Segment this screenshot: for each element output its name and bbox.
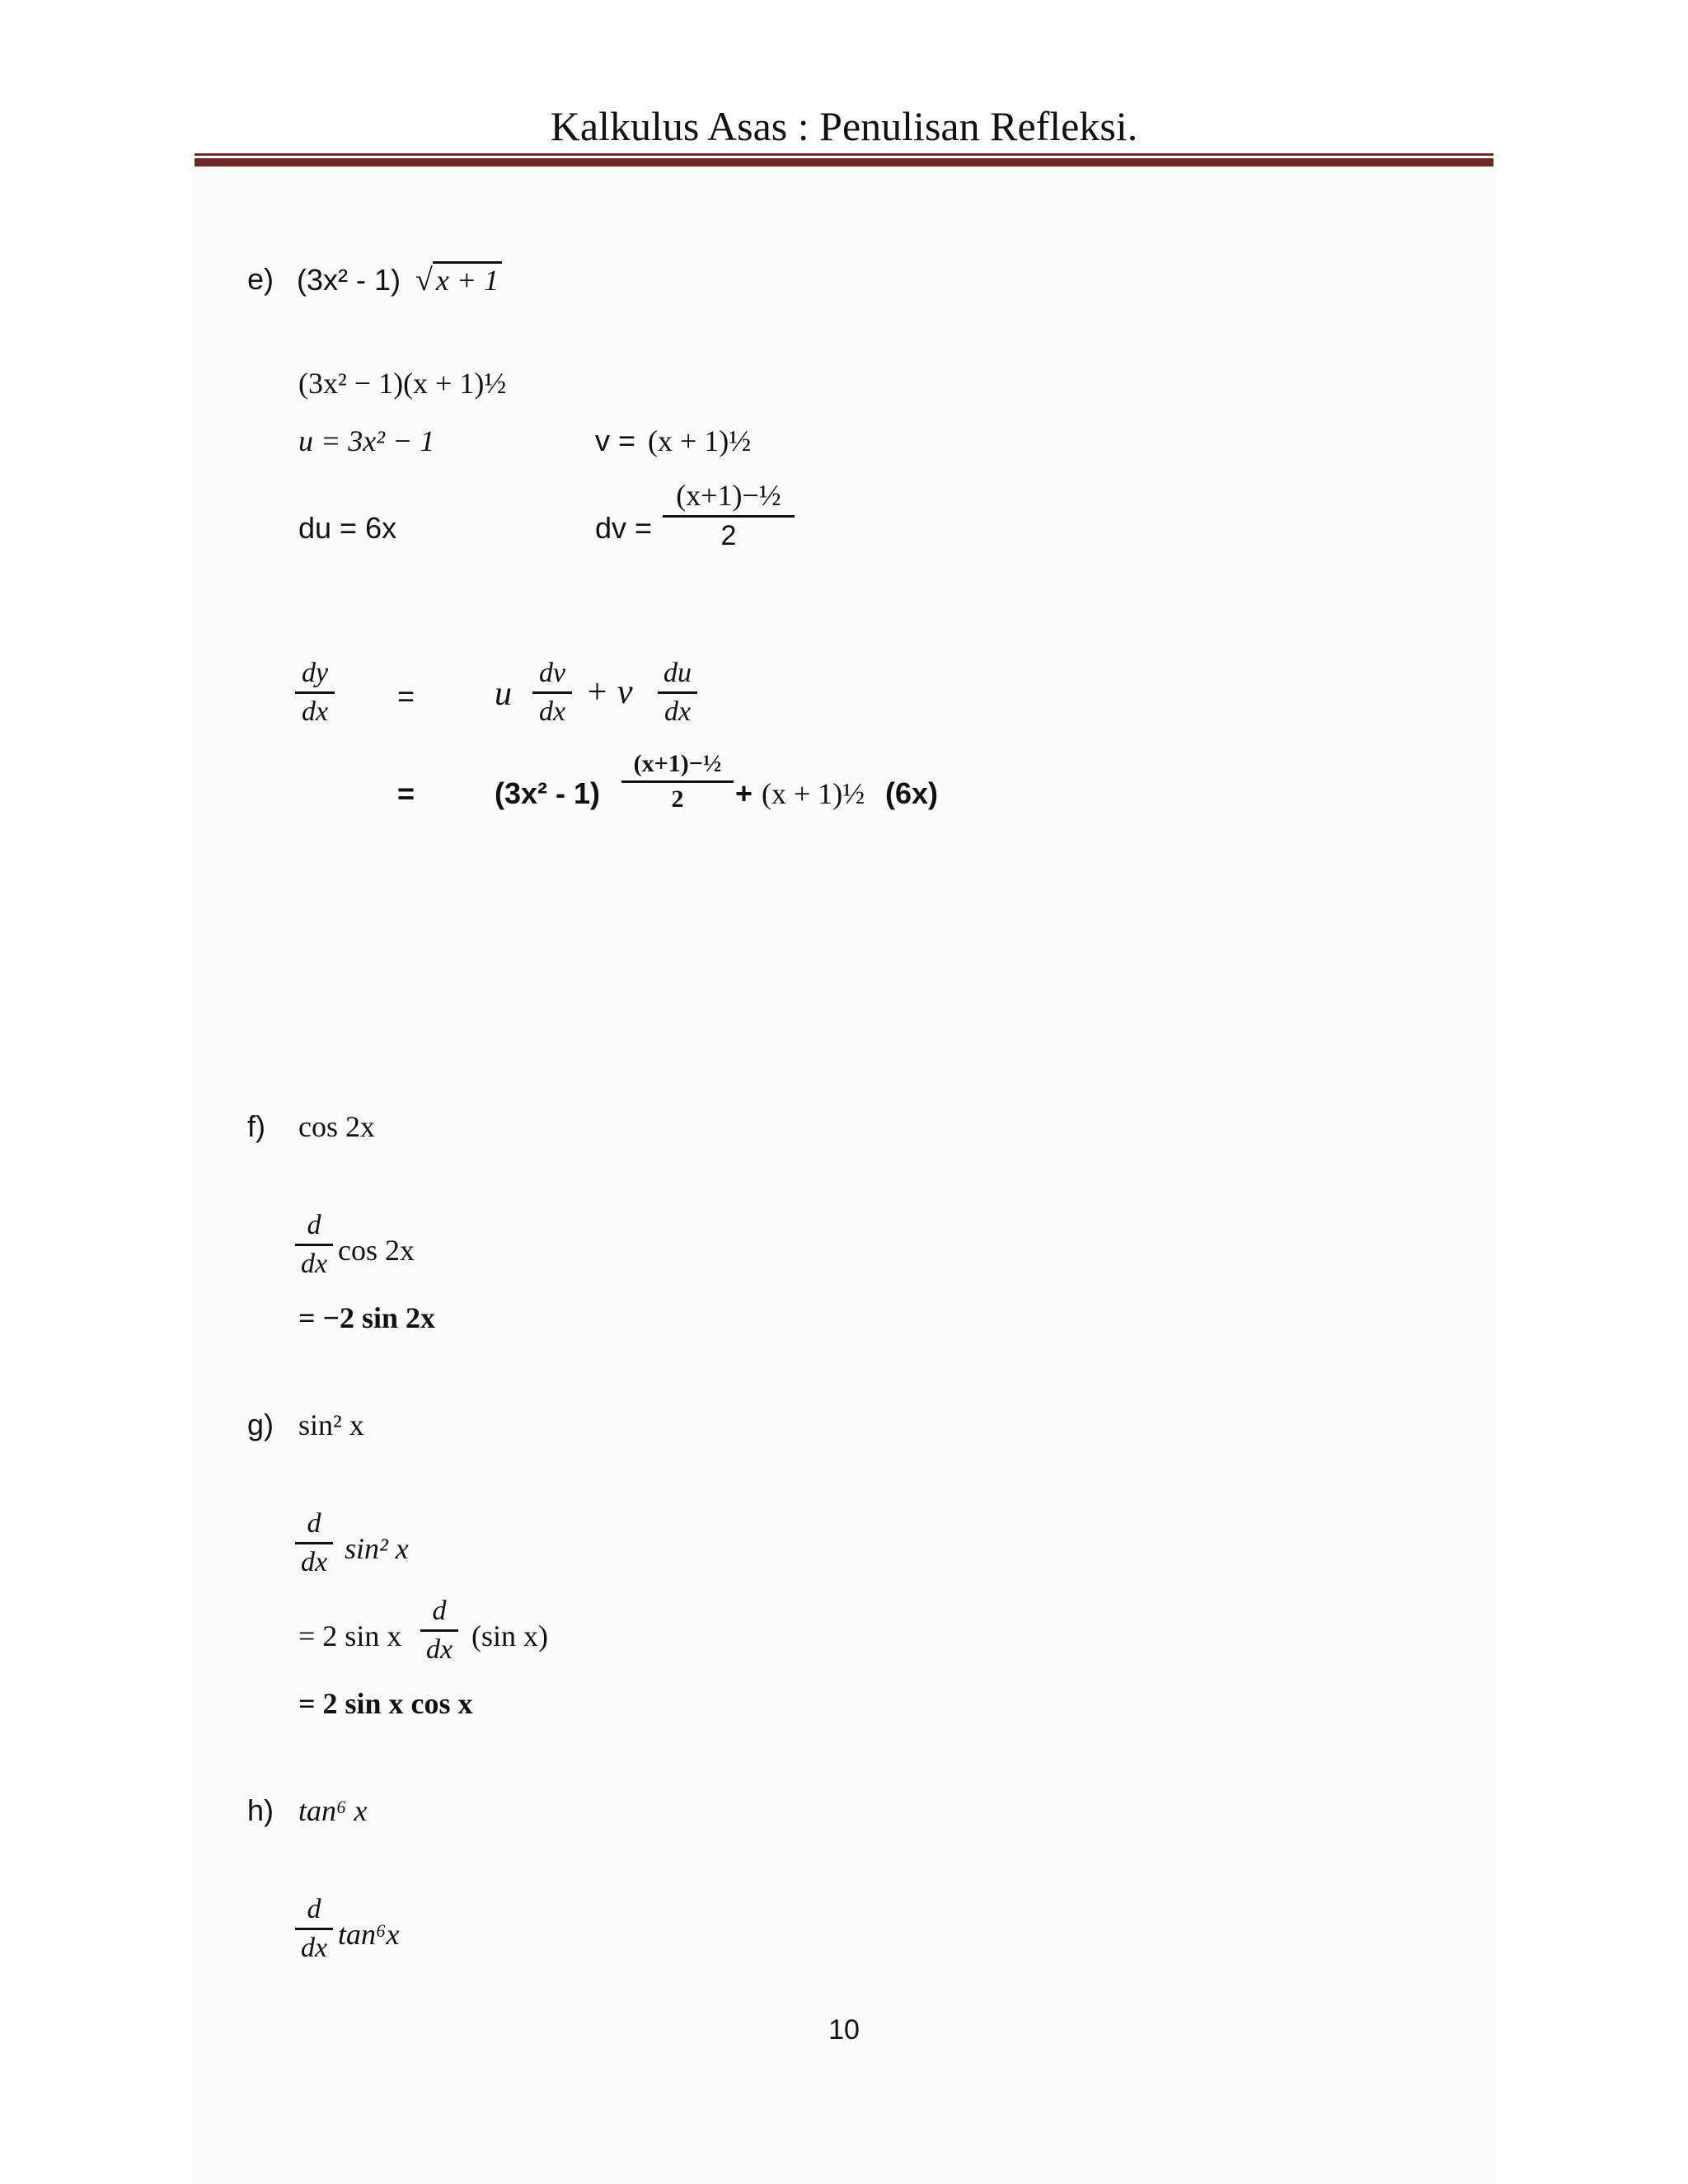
answer-suffix: (6x) (885, 776, 939, 810)
product-rule-dvdx (532, 658, 572, 728)
part-h-derivative-operator (295, 1894, 333, 1964)
part-f-question: cos 2x (298, 1110, 375, 1143)
product-rule-dudx (658, 658, 697, 728)
part-h-expr: tan⁶x (338, 1918, 400, 1951)
part-e-v-expr: (x + 1)½ (648, 424, 752, 457)
rule-dv-bar (532, 691, 572, 694)
part-f-d-bar (295, 1244, 333, 1246)
part-e-question-prefix: (3x² - 1) (297, 263, 401, 297)
part-h-question: tan⁶ x (298, 1794, 368, 1827)
dv-denominator: 2 (720, 520, 737, 551)
part-g-label: g) (247, 1408, 274, 1441)
part-g-step-derivative (420, 1596, 458, 1666)
part-h-d-bar (295, 1928, 333, 1930)
part-g-step-d-num: d (432, 1596, 447, 1626)
answer-fraction (621, 750, 734, 813)
page-number: 10 (828, 2014, 860, 2046)
part-g-step-prefix: = 2 sin x (298, 1619, 402, 1652)
answer-frac-den: 2 (671, 785, 684, 813)
header-rule-thin (195, 153, 1493, 156)
part-e-rewrite: (3x² − 1)(x + 1)½ (298, 367, 507, 400)
answer-plus: + (735, 776, 753, 810)
part-f-derivative-operator (295, 1210, 333, 1280)
rule-du-bar (658, 691, 697, 694)
part-e-equals-2: = (397, 776, 415, 810)
product-rule-plus-v: + v (585, 673, 633, 711)
part-g-derivative-operator (295, 1508, 333, 1578)
part-g-d-bar (295, 1542, 333, 1544)
page-content-area (191, 168, 1497, 2184)
dv-fraction-bar (663, 515, 795, 518)
part-e-question (297, 262, 502, 298)
part-f-d-num: d (307, 1210, 321, 1240)
rule-du-num: du (663, 658, 692, 688)
part-e-radicand: x + 1 (433, 261, 502, 297)
rule-dv-den: dx (538, 696, 566, 727)
sqrt-symbol: √ (415, 263, 433, 298)
part-e-v-label: v = (595, 424, 636, 457)
part-e-label: e) (247, 262, 274, 296)
part-e-dv-label: dv = (595, 511, 653, 545)
part-g-d-den: dx (300, 1547, 328, 1577)
part-e-equals-1: = (397, 679, 415, 713)
product-rule-u: u (495, 675, 512, 713)
part-e-u: u = 3x² − 1 (298, 424, 435, 457)
part-g-step-suffix: (sin x) (471, 1619, 548, 1652)
answer-frac-num: (x+1)−½ (633, 750, 722, 777)
part-g-step-d-den: dx (425, 1634, 453, 1665)
part-g-expr: sin² x (345, 1532, 409, 1565)
rule-du-den: dx (663, 696, 692, 727)
answer-frac-bar (621, 780, 734, 783)
part-h-d-den: dx (300, 1933, 328, 1963)
part-f-d-den: dx (300, 1249, 328, 1279)
dydx-fraction (295, 658, 335, 728)
answer-term: (x + 1)½ (762, 777, 865, 810)
dydx-numerator: dy (301, 658, 329, 688)
header-rule-thick (195, 158, 1493, 166)
part-f-answer: = −2 sin 2x (298, 1301, 436, 1334)
answer-prefix: (3x² - 1) (495, 776, 601, 810)
part-e-dv-fraction (663, 478, 795, 552)
part-f-label: f) (247, 1109, 265, 1143)
part-g-step-d-bar (420, 1629, 458, 1632)
dv-numerator: (x+1)−½ (676, 479, 781, 512)
part-g-question: sin² x (298, 1408, 364, 1441)
part-e-du: du = 6x (298, 511, 397, 545)
part-g-d-num: d (307, 1508, 321, 1539)
page-header-title: Kalkulus Asas : Penulisan Refleksi. (550, 103, 1138, 149)
rule-dv-num: dv (538, 658, 566, 688)
part-f-expr: cos 2x (338, 1234, 415, 1267)
part-h-label: h) (247, 1793, 274, 1827)
part-g-answer: = 2 sin x cos x (298, 1687, 473, 1720)
dydx-denominator: dx (301, 696, 329, 727)
part-h-d-num: d (307, 1894, 321, 1924)
dydx-bar (295, 691, 335, 694)
